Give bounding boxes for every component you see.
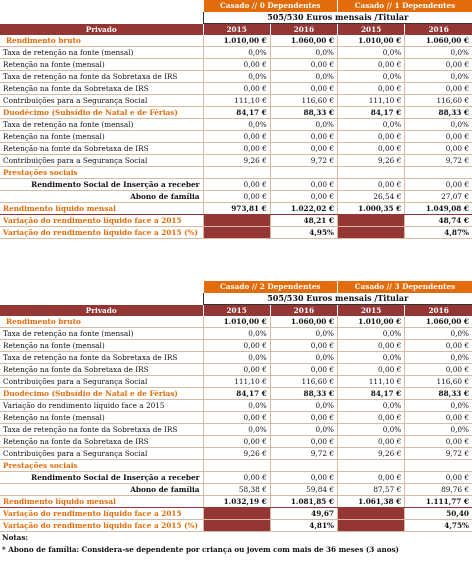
cell-value: 4,95% [270,227,337,239]
cell-value: 0,00 € [270,83,337,95]
row-label: Retenção na fonte da Sobretaxa de IRS [0,83,203,95]
cell-value: 0,00 € [270,412,337,424]
cell-value: 0,00 € [338,143,405,155]
cell-value: 1.060,00 € [405,35,472,47]
cell-value: 0,00 € [203,131,270,143]
cell-value: 0,00 € [203,179,270,191]
cell-value: 1.060,00 € [270,35,337,47]
cell-value: 0,0% [203,47,270,59]
cell-value: 0,00 € [338,412,405,424]
row-label: Retenção na fonte da Sobretaxa de IRS [0,436,203,448]
row-label: Rendimento líquido mensal [0,496,203,508]
row-label: Variação do rendimento líquido face a 2015 [0,508,203,520]
cell-value: 0,00 € [338,472,405,484]
table-row [0,47,472,59]
cell-value: 4,75% [405,520,472,532]
cell-value: 1.000,35 € [338,203,405,215]
cell-value: 0,0% [405,352,472,364]
table-row [0,107,472,119]
cell-value: 0,00 € [338,364,405,376]
cell-value: 9,26 € [203,448,270,460]
cell-value: 0,0% [338,424,405,436]
cell-value: 0,0% [338,119,405,131]
row-label: Variação do rendimento líquido face a 2015 [0,400,203,412]
cell-value: 4,87% [405,227,472,239]
cell-value: 1.010,00 € [203,35,270,47]
table-row [0,215,472,227]
cell-value: 84,17 € [203,107,270,119]
cell-value: 58,38 € [203,484,270,496]
cell-value [203,227,270,239]
cell-value: 0,00 € [405,59,472,71]
row-label: Taxa de retenção na fonte da Sobretaxa de IRS [0,352,203,364]
cell-value: 116,60 € [405,95,472,107]
cell-value: 1.022,02 € [270,203,337,215]
cell-value [203,520,270,532]
row-label: Retenção na fonte da Sobretaxa de IRS [0,364,203,376]
cell-value: 0,0% [338,400,405,412]
case-header: Casado // 0 Dependentes [203,0,338,12]
table-row [0,520,472,532]
row-label: Prestações sociais [0,460,203,472]
cell-value: 111,10 € [203,376,270,388]
table-row [0,508,472,520]
row-label: Contribuições para a Segurança Social [0,95,203,107]
cell-value: 0,00 € [405,472,472,484]
cell-value: 0,00 € [203,412,270,424]
cell-value: 1.010,00 € [338,316,405,328]
row-label: Taxa de retenção na fonte (mensal) [0,119,203,131]
cell-value: 0,00 € [405,83,472,95]
cell-value: 0,00 € [203,83,270,95]
cell-value: 0,0% [405,400,472,412]
cell-value: 0,00 € [270,191,337,203]
cell-value: 0,0% [405,71,472,83]
row-label: Taxa de retenção na fonte da Sobretaxa de IRS [0,71,203,83]
cell-value: 0,00 € [203,59,270,71]
cell-value: 0,00 € [270,472,337,484]
cell-value: 0,00 € [203,364,270,376]
cell-value: 0,00 € [270,436,337,448]
year-header: 2015 [338,24,405,36]
cell-value [203,215,270,227]
table-row [0,400,472,412]
cell-value: 27,07 € [405,191,472,203]
cell-value: 88,33 € [405,107,472,119]
table-row [0,95,472,107]
table-row [0,131,472,143]
cell-value: 0,0% [338,71,405,83]
row-label: Retenção na fonte (mensal) [0,131,203,143]
cell-value: 0,00 € [203,143,270,155]
year-header: 2016 [270,24,337,36]
row-label: Variação do rendimento líquido face a 2015 [0,215,203,227]
table-row [0,203,472,215]
cell-value: 116,60 € [270,95,337,107]
tax-table-2 [0,281,472,532]
table-row [0,316,472,328]
cell-value: 0,00 € [405,143,472,155]
row-label: Abono de família [0,191,203,203]
cell-value [405,167,472,179]
table-row [0,119,472,131]
cell-value: 9,26 € [338,448,405,460]
cell-value [338,227,405,239]
cell-value: 0,00 € [405,340,472,352]
cell-value: 0,0% [338,328,405,340]
table-row [0,472,472,484]
cell-value: 48,21 € [270,215,337,227]
cell-value: 0,00 € [270,364,337,376]
cell-value: 0,00 € [270,59,337,71]
row-label: Taxa de retenção na fonte (mensal) [0,47,203,59]
cell-value: 1.061,38 € [338,496,405,508]
row-label: Prestações sociais [0,167,203,179]
row-label: Taxa de retenção na fonte da Sobretaxa de IRS [0,424,203,436]
table-row [0,227,472,239]
table-subtitle: 505/530 Euros mensais /Titular [203,293,472,305]
cell-value: 0,0% [203,352,270,364]
cell-value: 0,0% [405,119,472,131]
table-row [0,352,472,364]
year-header: 2016 [405,24,472,36]
table-row [0,424,472,436]
cell-value [338,520,405,532]
row-label: Rendimento Social de Inserção a receber [0,472,203,484]
row-label: Retenção na fonte (mensal) [0,412,203,424]
cell-value: 84,17 € [338,107,405,119]
case-header: Casado // 1 Dependentes [338,0,472,12]
cell-value: 0,00 € [270,143,337,155]
cell-value: 0,0% [270,400,337,412]
cell-value: 88,33 € [270,107,337,119]
table-row [0,460,472,472]
cell-value: 0,0% [270,71,337,83]
notes-title: Notas: [2,533,29,542]
row-label: Retenção na fonte da Sobretaxa de IRS [0,143,203,155]
cell-value: 84,17 € [203,388,270,400]
table-row [0,59,472,71]
cell-value: 0,00 € [203,191,270,203]
year-header: 2015 [203,24,270,36]
cell-value [338,460,405,472]
cell-value [203,460,270,472]
table-row [0,340,472,352]
cell-value: 0,00 € [338,436,405,448]
cell-value: 0,00 € [203,436,270,448]
cell-value: 116,60 € [405,376,472,388]
table-row [0,388,472,400]
cell-value: 0,0% [203,400,270,412]
cell-value: 1.081,85 € [270,496,337,508]
table-row [0,364,472,376]
cell-value: 0,00 € [338,179,405,191]
cell-value: 0,0% [270,328,337,340]
cell-value: 4,81% [270,520,337,532]
cell-value: 111,10 € [338,376,405,388]
cell-value [338,215,405,227]
table-row [0,412,472,424]
table-row [0,71,472,83]
cell-value: 0,0% [405,424,472,436]
year-header: 2016 [270,305,337,317]
row-label: Taxa de retenção na fonte (mensal) [0,328,203,340]
cell-value: 0,0% [338,47,405,59]
cell-value: 9,72 € [405,155,472,167]
cell-value: 9,26 € [203,155,270,167]
cell-value: 9,72 € [405,448,472,460]
cell-value: 0,0% [270,424,337,436]
cell-value [203,167,270,179]
row-label: Rendimento bruto [0,316,203,328]
table-row [0,167,472,179]
row-label: Retenção na fonte (mensal) [0,340,203,352]
row-label: Rendimento Social de Inserção a receber [0,179,203,191]
cell-value: 26,54 € [338,191,405,203]
table-row [0,35,472,47]
cell-value: 1.060,00 € [405,316,472,328]
cell-value: 116,60 € [270,376,337,388]
cell-value: 0,0% [203,328,270,340]
cell-value: 88,33 € [270,388,337,400]
row-label: Rendimento líquido mensal [0,203,203,215]
cell-value: 1.010,00 € [203,316,270,328]
cell-value: 0,0% [405,328,472,340]
cell-value: 1.049,08 € [405,203,472,215]
tax-table-1 [0,0,472,239]
cell-value [405,460,472,472]
row-label: Retenção na fonte (mensal) [0,59,203,71]
row-label: Duodécimo (Subsídio de Natal e de Férias) [0,107,203,119]
cell-value: 0,00 € [270,340,337,352]
cell-value: 0,00 € [338,131,405,143]
sector-label: Privado [0,305,203,317]
cell-value: 0,00 € [203,472,270,484]
cell-value: 84,17 € [338,388,405,400]
table-row [0,328,472,340]
table-row [0,143,472,155]
cell-value: 50,40 [405,508,472,520]
table-row [0,191,472,203]
year-header: 2015 [338,305,405,317]
cell-value [338,508,405,520]
cell-value: 0,00 € [405,364,472,376]
cell-value: 0,00 € [270,131,337,143]
cell-value: 89,76 € [405,484,472,496]
row-label: Abono de família [0,484,203,496]
cell-value: 0,00 € [338,59,405,71]
cell-value: 9,26 € [338,155,405,167]
cell-value: 111,10 € [338,95,405,107]
cell-value: 1.060,00 € [270,316,337,328]
cell-value [338,167,405,179]
cell-value: 0,00 € [405,131,472,143]
cell-value: 0,0% [203,71,270,83]
table-row [0,484,472,496]
cell-value: 0,00 € [338,83,405,95]
income-table [0,0,472,239]
table-subtitle: 505/530 Euros mensais /Titular [203,12,472,24]
cell-value: 111,10 € [203,95,270,107]
cell-value: 0,0% [405,47,472,59]
cell-value: 9,72 € [270,448,337,460]
sector-label: Privado [0,24,203,36]
note-item: * Abono de família: Considera-se dependente por criança ou jovem com mais de 36 meses (3 anos) [2,545,399,554]
cell-value [203,508,270,520]
table-row [0,179,472,191]
table-row [0,376,472,388]
cell-value: 0,00 € [338,340,405,352]
cell-value: 1.032,19 € [203,496,270,508]
cell-value: 59,84 € [270,484,337,496]
cell-value: 49,67 [270,508,337,520]
cell-value: 1.111,77 € [405,496,472,508]
case-header: Casado // 2 Dependentes [203,281,338,293]
row-label: Rendimento bruto [0,35,203,47]
table-row [0,496,472,508]
table-row [0,83,472,95]
row-label: Contribuições para a Segurança Social [0,155,203,167]
cell-value: 0,00 € [405,436,472,448]
row-label: Variação do rendimento líquido face a 2015 (%) [0,520,203,532]
row-label: Contribuições para a Segurança Social [0,376,203,388]
cell-value: 87,57 € [338,484,405,496]
cell-value: 0,0% [338,352,405,364]
case-header: Casado // 3 Dependentes [338,281,472,293]
cell-value: 973,81 € [203,203,270,215]
row-label: Duodécimo (Subsídio de Natal e de Férias) [0,388,203,400]
cell-value: 0,00 € [270,179,337,191]
cell-value: 0,0% [203,119,270,131]
cell-value [270,460,337,472]
row-label: Variação do rendimento líquido face a 2015 (%) [0,227,203,239]
cell-value: 88,33 € [405,388,472,400]
cell-value: 0,00 € [405,412,472,424]
cell-value: 0,0% [270,119,337,131]
cell-value: 0,0% [270,352,337,364]
cell-value: 9,72 € [270,155,337,167]
table-row [0,155,472,167]
cell-value: 0,00 € [203,340,270,352]
cell-value [270,167,337,179]
cell-value: 0,0% [203,424,270,436]
cell-value: 0,0% [270,47,337,59]
cell-value: 0,00 € [405,179,472,191]
year-header: 2015 [203,305,270,317]
row-label: Contribuições para a Segurança Social [0,448,203,460]
table-row [0,436,472,448]
cell-value: 48,74 € [405,215,472,227]
income-table [0,281,472,532]
year-header: 2016 [405,305,472,317]
table-row [0,448,472,460]
cell-value: 1.010,00 € [338,35,405,47]
notes [2,532,399,556]
